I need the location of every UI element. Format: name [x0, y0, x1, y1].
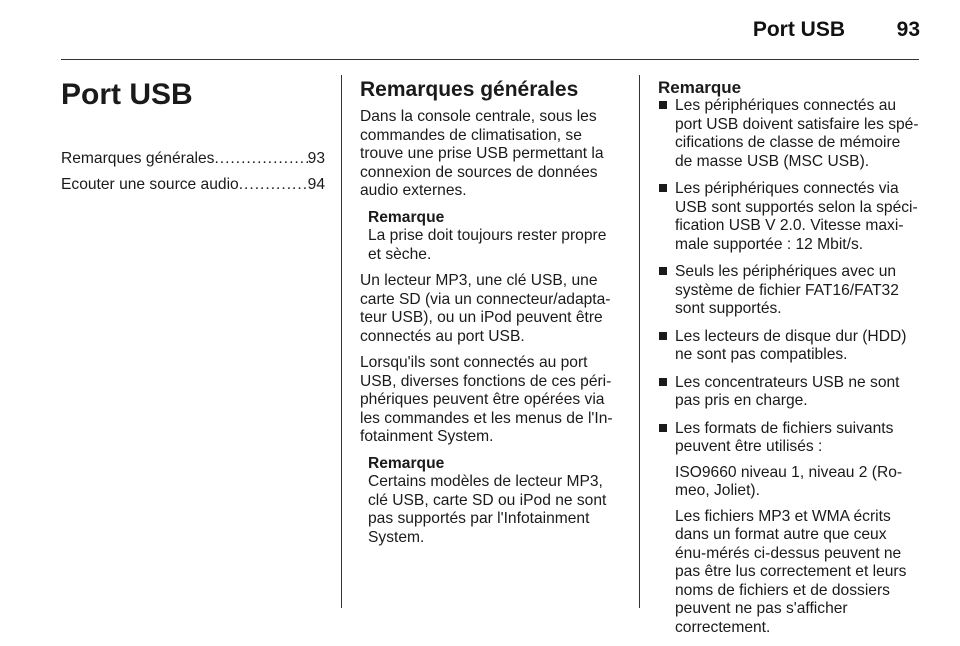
- table-of-contents: [61, 150, 325, 194]
- toc-label: Remarques générales: [61, 150, 215, 167]
- running-header-title: Port USB: [752, 18, 845, 41]
- list-item-subtext: ISO9660 niveau 1, niveau 2 (Ro-meo, Joliet).: [675, 463, 903, 499]
- paragraph: Un lecteur MP3, une clé USB, une carte SD (via un connecteur/adapta-teur USB), ou un iPod peuvent être connectés au port USB.: [360, 272, 611, 345]
- list-item-text: Les concentrateurs USB ne sont pas pris en charge.: [675, 373, 900, 409]
- intro-paragraph: Dans la console centrale, sous les commandes de climatisation, se trouve une prise USB permettant la connexion de sources de données audio externes.: [360, 108, 604, 199]
- list-item-text: Les périphériques connectés au port USB doivent satisfaire les spé-cifications de classe de mémoire de masse USB (MSC USB).: [675, 97, 919, 170]
- chapter-title: Port USB: [61, 78, 193, 111]
- list-item-text: Les formats de fichiers suivants peuvent être utilisés :: [675, 419, 894, 455]
- note-heading: Remarque: [368, 208, 445, 226]
- paragraph: Lorsqu'ils sont connectés au port USB, diverses fonctions de ces péri-phériques peuvent être opérées via les commandes et les menus de l'In-fotainment System.: [360, 354, 613, 445]
- square-bullet-icon: [659, 101, 667, 109]
- page-number: 93: [896, 18, 920, 41]
- toc-item-remarques[interactable]: [61, 150, 325, 169]
- note-block: [360, 209, 622, 265]
- toc-label: Ecouter une source audio: [61, 175, 239, 193]
- note-block: [360, 455, 622, 548]
- remark-bullet-list: [658, 97, 920, 637]
- square-bullet-icon: [659, 184, 667, 192]
- square-bullet-icon: [659, 267, 667, 275]
- list-item-text: Les périphériques connectés via USB sont supportés selon la spéci-fication USB V 2.0. Vitesse maxi-male supportée : 12 Mbit/s.: [675, 180, 918, 253]
- toc-leader: [214, 150, 307, 169]
- list-item-text: Seuls les périphériques avec un système de fichier FAT16/FAT32 sont supportés.: [675, 263, 899, 317]
- header-rule: [61, 59, 919, 60]
- square-bullet-icon: [659, 378, 667, 386]
- note-text: Certains modèles de lecteur MP3, clé USB, carte SD ou iPod ne sont pas supportés par l'Infotainment System.: [368, 473, 607, 546]
- toc-leader: [239, 176, 308, 195]
- list-item: [658, 420, 920, 638]
- toc-page: 94: [307, 175, 325, 193]
- list-item: [658, 263, 920, 319]
- column-middle: [360, 78, 622, 555]
- square-bullet-icon: [659, 424, 667, 432]
- list-item-text: Les lecteurs de disque dur (HDD) ne sont pas compatibles.: [675, 327, 907, 363]
- remark-heading: Remarque: [658, 78, 742, 97]
- list-item: [658, 374, 920, 411]
- toc-page: 93: [307, 150, 325, 167]
- toc-item-ecouter[interactable]: [61, 176, 325, 195]
- list-item: [658, 328, 920, 365]
- note-heading: Remarque: [368, 454, 445, 472]
- list-item: [658, 180, 920, 254]
- list-item-subtext: Les fichiers MP3 et WMA écrits dans un format autre que ceux énu-mérés ci-dessus peuvent ne pas être lus correctement et leurs noms de fichiers et de dossiers peuvent ne pas s'afficher correctement.: [675, 507, 907, 636]
- list-item: [658, 97, 920, 171]
- note-text: La prise doit toujours rester propre et sèche.: [368, 227, 607, 263]
- column-divider-right: [639, 75, 640, 608]
- column-divider-left: [341, 75, 342, 608]
- column-left: [61, 78, 325, 201]
- section-heading: Remarques générales: [360, 78, 579, 101]
- column-right: [658, 78, 920, 646]
- square-bullet-icon: [659, 332, 667, 340]
